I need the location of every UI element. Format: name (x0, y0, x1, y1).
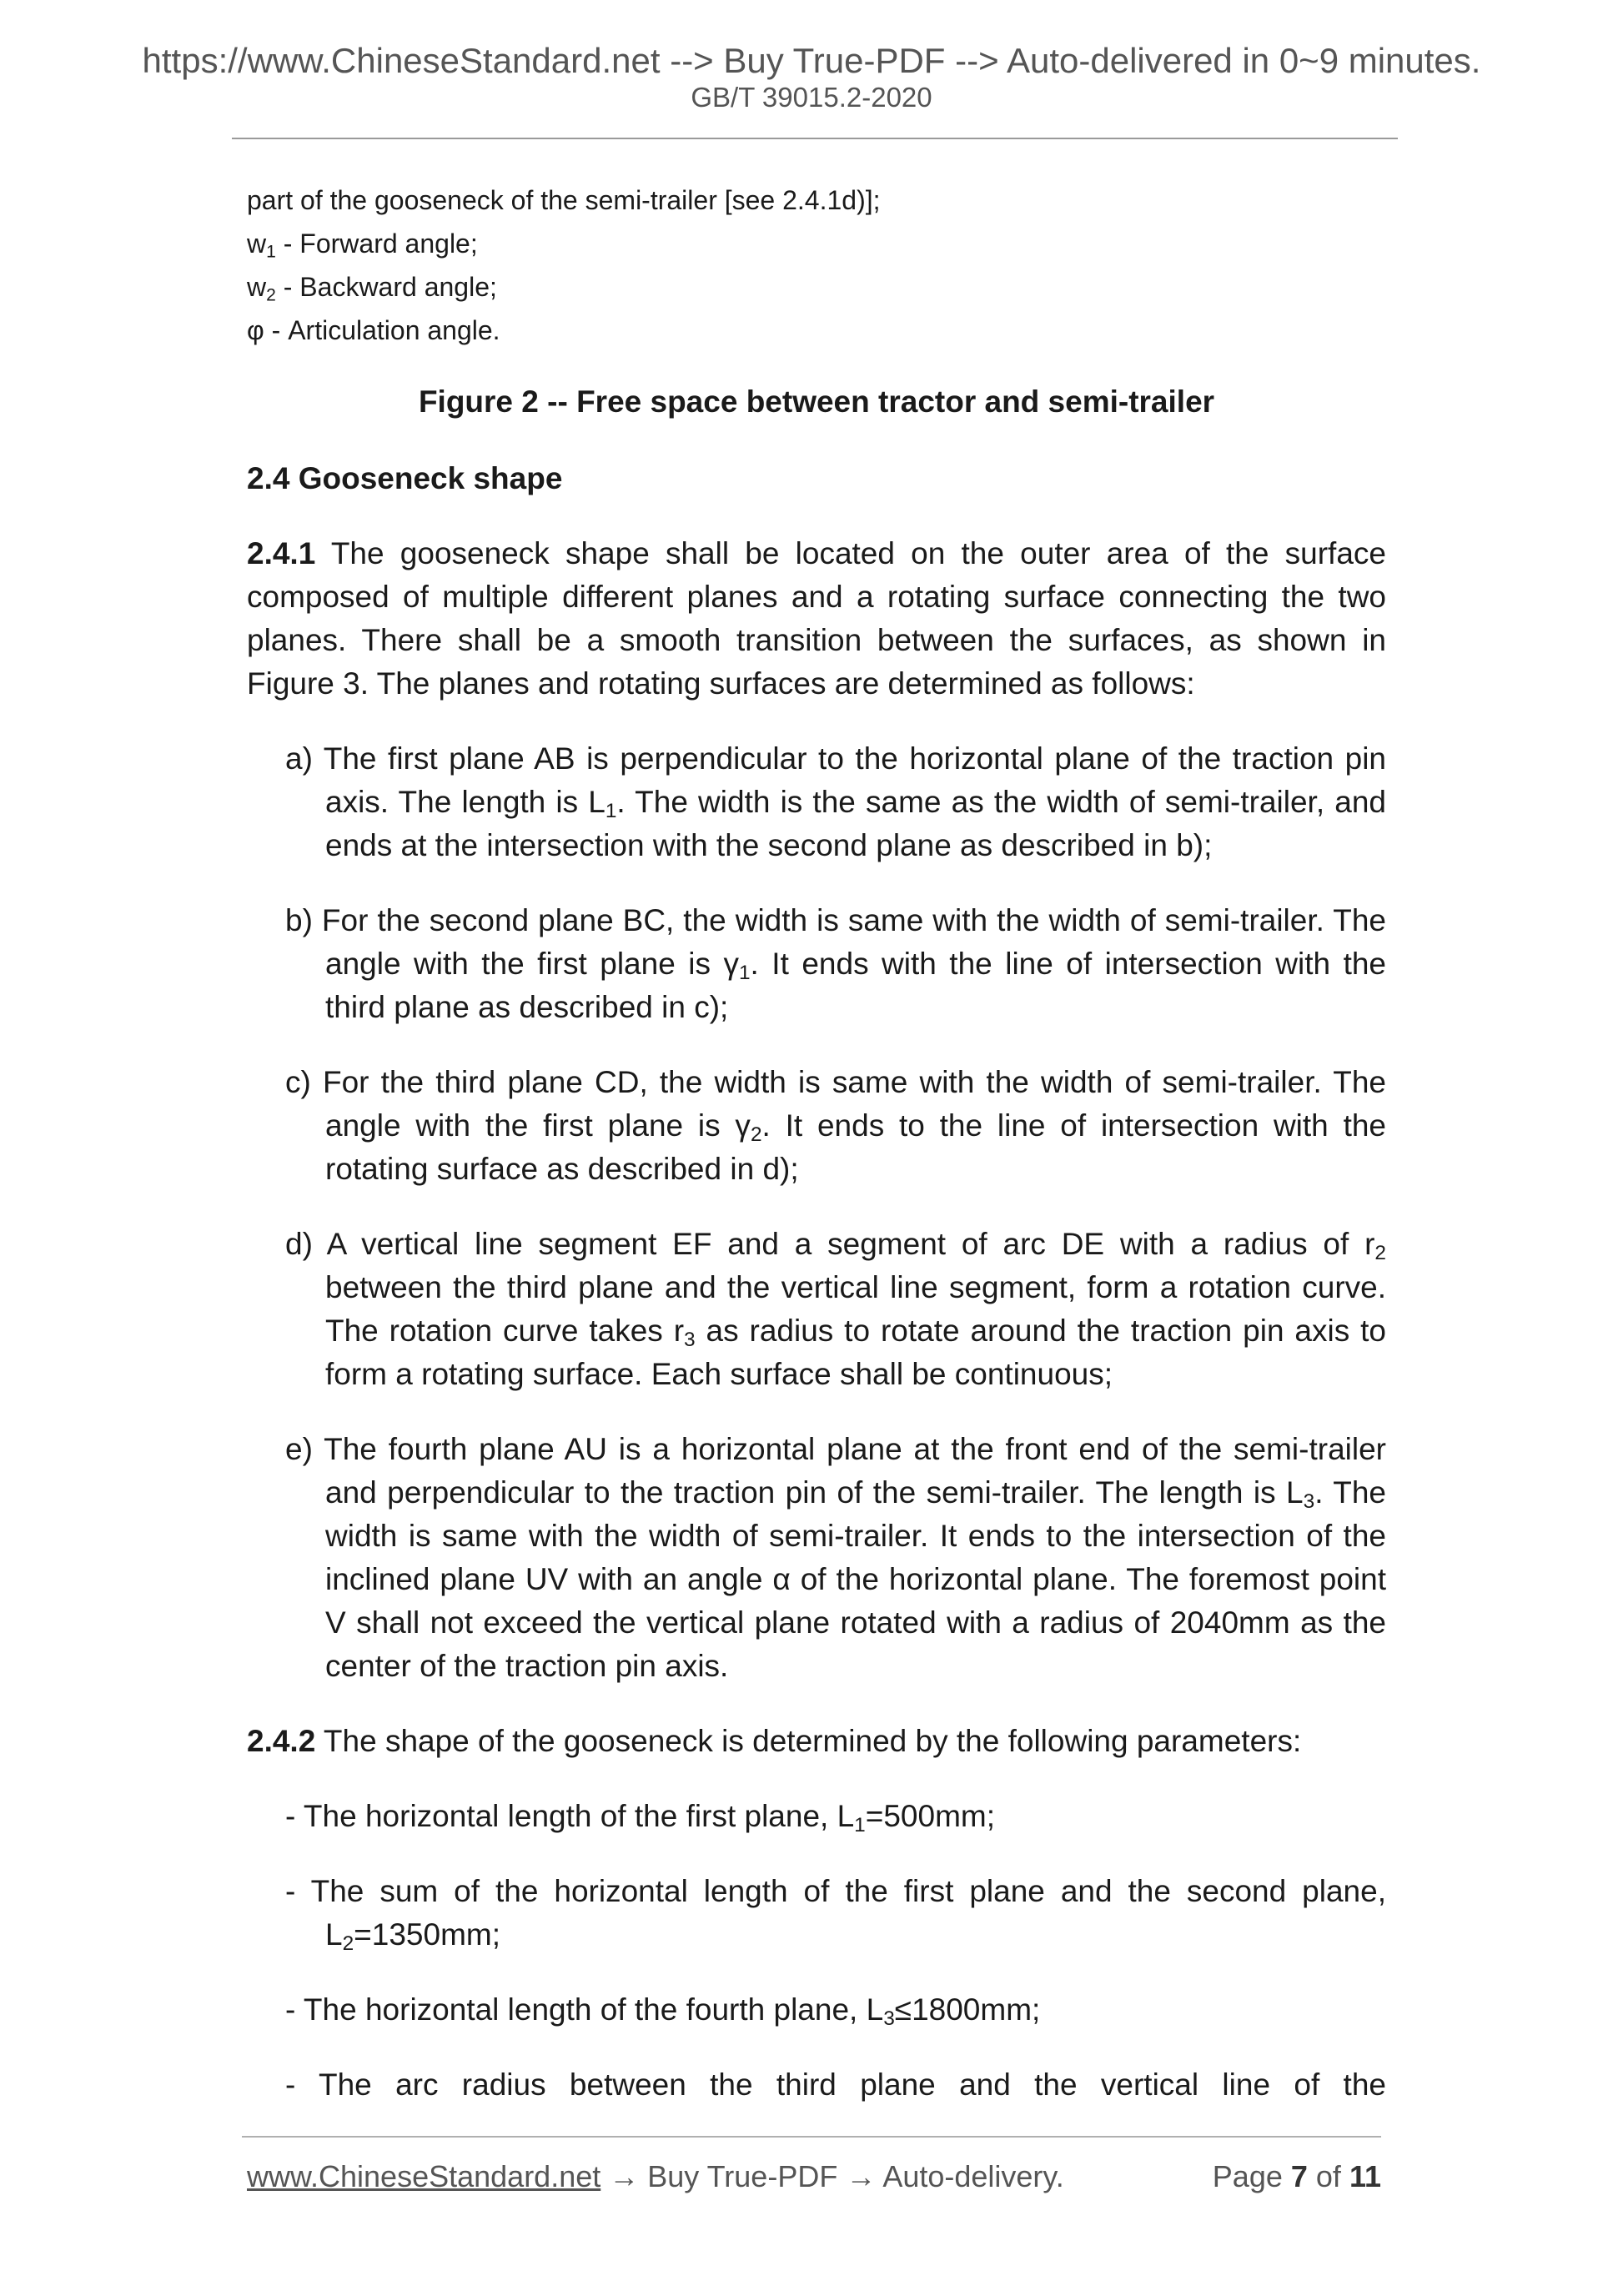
section-title: 2.4 Gooseneck shape (247, 461, 563, 495)
footer-divider (242, 2136, 1381, 2138)
page-footer (247, 2159, 1381, 2193)
page-indicator: Page 7 of 11 (1212, 2159, 1381, 2193)
param-arc-radius: - The arc radius between the third plane and the vertical line of the (285, 2067, 1386, 2102)
footer-site-link[interactable]: www.ChineseStandard.net (247, 2159, 601, 2193)
header-divider (232, 138, 1398, 139)
list-item-b: b) For the second plane BC, the width is same with the width of semi-trailer. The angle with the first plane is $\gamma_1$. It ends with the line of intersection with the third plane as described in c); (285, 903, 1387, 1024)
list-item-e: e) The fourth plane AU is a horizontal plane at the front end of the semi-trailer and perpendicular to the traction pin of the semi-trailer. The length is $L_3$. The width is same with the width of semi-trailer. It ends to the intersection of the inclined plane UV with an angle α of the horizontal plane. The foremost point V shall not exceed the vertical plane rotated with a radius of 2040mm as the center of the traction pin axis. (285, 1432, 1387, 1683)
source-banner: https://www.ChineseStandard.net --> Buy True-PDF --> Auto-delivered in 0~9 minutes. (142, 41, 1481, 80)
legend-line: φ - Articulation angle. (247, 315, 500, 345)
legend-line: $w_2$ - Backward angle; (247, 272, 497, 305)
current-page: 7 (1290, 2159, 1308, 2193)
clause-2-4-2: 2.4.2 The shape of the gooseneck is determined by the following parameters: (247, 1724, 1302, 1758)
legend-line: part of the gooseneck of the semi-trailer [see 2.4.1d)]; (247, 185, 881, 215)
list-item-d: d) A vertical line segment EF and a segment of arc DE with a radius of $r_2$ between the third plane and the vertical line segment, form a rotation curve. The rotation curve takes $r_3$ as radius to rotate around the traction pin axis to form a rotating surface. Each surface shall be continuous; (285, 1227, 1386, 1391)
list-item-a: a) The first plane AB is perpendicular to the horizontal plane of the traction pin axis. The length is $L_1$. The width is the same as the width of semi-trailer, and ends at the intersection with the second plane as described in b); (285, 741, 1386, 862)
param-l3: - The horizontal length of the fourth plane, $L_3\le 1800mm$; (285, 1992, 1041, 2031)
clause-2-4-1: 2.4.1 The gooseneck shape shall be located on the outer area of the surface composed of multiple different planes and a rotating surface connecting the two planes. There shall be a smooth transition between the surfaces, as shown in Figure 3. The planes and rotating surfaces are determined as follows: (247, 536, 1386, 701)
param-l1: - The horizontal length of the first plane, $L_1=500mm$; (285, 1799, 996, 1837)
clause-number: 2.4.1 (247, 536, 316, 570)
figure-caption: Figure 2 -- Free space between tractor and semi-trailer (418, 384, 1215, 419)
document-code: GB/T 39015.2-2020 (691, 82, 932, 113)
page-body (247, 178, 1386, 2107)
legend-line: $w_1$ - Forward angle; (247, 229, 478, 262)
total-pages: 11 (1349, 2159, 1381, 2193)
param-l2: - The sum of the horizontal length of the first plane and the second plane, $L_2=1350mm$; (285, 1874, 1386, 1956)
clause-number: 2.4.2 (247, 1724, 316, 1758)
list-item-c: c) For the third plane CD, the width is same with the width of semi-trailer. The angle with the first plane is $\gamma_2$. It ends to the line of intersection with the rotating surface as described in d); (285, 1065, 1387, 1186)
footer-tagline: → Buy True-PDF → Auto-delivery. (600, 2159, 1064, 2193)
